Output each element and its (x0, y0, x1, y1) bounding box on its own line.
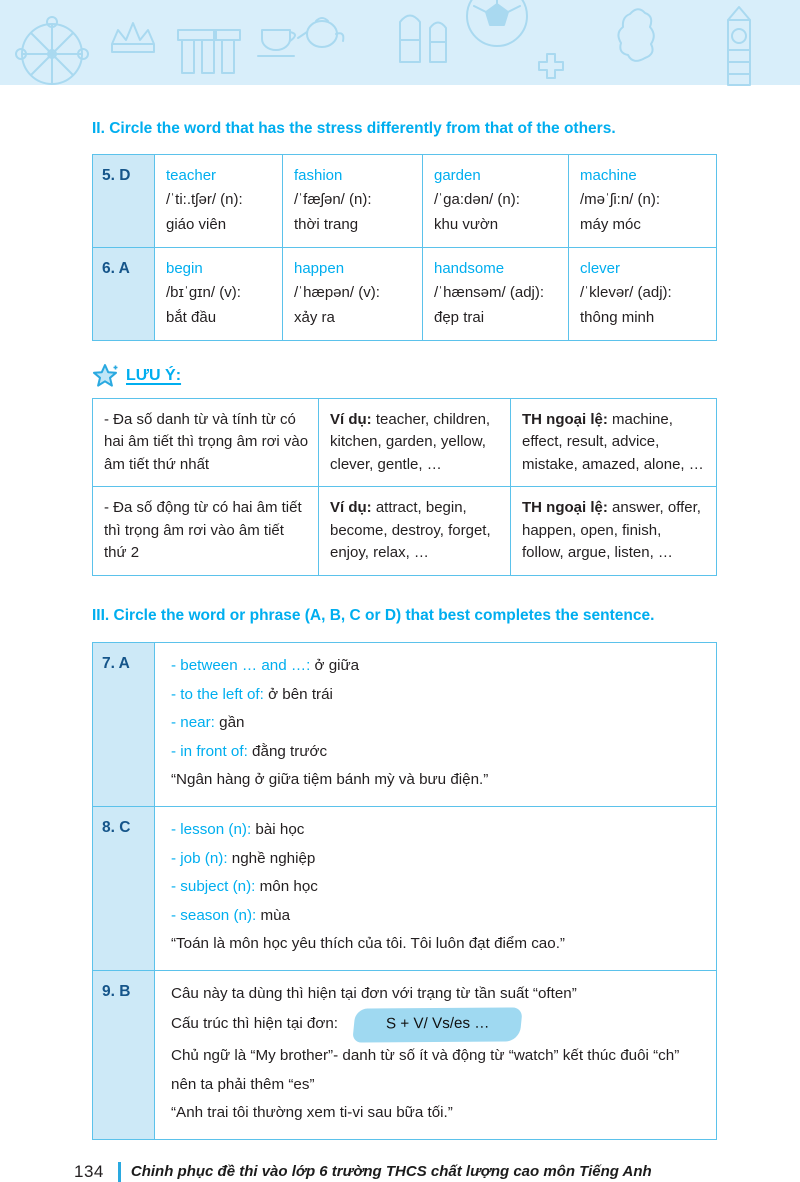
ferris-wheel-icon (16, 17, 88, 84)
word-cell (423, 155, 569, 248)
word-cell (423, 248, 569, 341)
translated-sentence: “Anh trai tôi thường xem ti-vi sau bữa tối.” (171, 1104, 453, 1122)
stonehenge-icon (178, 30, 240, 73)
vietnamese-meaning: thời trang (294, 215, 359, 233)
answer-cell (93, 155, 155, 248)
vocab-line: - lesson (n): bài học (171, 820, 305, 838)
table-row (93, 248, 717, 341)
soccer-ball-icon (467, 0, 527, 46)
uk-map-icon (618, 9, 653, 61)
exception-cell (511, 398, 717, 487)
formula-highlight: S + V/ Vs/es … (352, 1008, 523, 1043)
example-label: Ví dụ: (330, 410, 372, 428)
section3-heading: III. Circle the word or phrase (A, B, C or D) that best completes the sentence. (92, 606, 655, 624)
example-text: teacher, children, kitchen, garden, yellow, clever, gentle, … (330, 410, 491, 473)
exception-text: machine, effect, result, advice, mistake, amazed, alone, … (522, 410, 704, 473)
pronunciation: /ˈklevər/ (adj): (580, 284, 672, 302)
explanation-line: Chủ ngữ là “My brother”- danh từ số ít và động từ “watch” kết thúc đuôi “ch” nên ta phải thêm “es” (171, 1047, 680, 1093)
footer-divider (118, 1162, 121, 1182)
vocab-line: - season (n): mùa (171, 906, 291, 924)
vietnamese-meaning: đẹp trai (434, 308, 485, 326)
pronunciation: /ˈhænsəm/ (adj): (434, 284, 545, 302)
translated-sentence: “Toán là môn học yêu thích của tôi. Tôi luôn đạt điểm cao.” (171, 935, 565, 953)
exception-cell (511, 487, 717, 576)
answer-cell (93, 248, 155, 341)
stress-rule-table (92, 398, 717, 576)
answer-label: 6. A (102, 260, 130, 278)
pronunciation: /məˈʃi:n/ (n): (580, 191, 661, 209)
english-word: happen (294, 260, 345, 278)
answer-cell (93, 806, 155, 970)
vietnamese-meaning: xảy ra (294, 308, 335, 326)
answer-cell (93, 970, 155, 1139)
table-row (93, 487, 717, 576)
example-text: attract, begin, become, destroy, forget, enjoy, relax, … (330, 499, 491, 562)
explanation-cell (155, 643, 717, 807)
vocab-line: - in front of: đằng trước (171, 742, 328, 760)
explanation-cell (155, 806, 717, 970)
english-word: clever (580, 260, 621, 278)
completion-answer-table (92, 642, 717, 1140)
header-doodles-illustration (0, 0, 800, 85)
rule-cell: - Đa số danh từ và tính từ có hai âm tiết thì trọng âm rơi vào âm tiết thứ nhất (93, 398, 319, 487)
pronunciation: /ˈga:dən/ (n): (434, 191, 520, 209)
english-word: handsome (434, 260, 505, 278)
stress-answer-table (92, 154, 717, 341)
table-row (93, 398, 717, 487)
grinder-icons (400, 16, 446, 63)
word-cell (283, 155, 423, 248)
crown-icon (112, 23, 154, 52)
teapot-icon (298, 18, 343, 47)
example-cell (319, 398, 511, 487)
page-content (0, 119, 800, 1140)
formula-line (171, 1008, 704, 1042)
formula-label: Cấu trúc thì hiện tại đơn: (171, 1015, 338, 1033)
page-footer (0, 1162, 800, 1182)
word-cell (569, 155, 717, 248)
english-word: begin (166, 260, 203, 278)
answer-label: 8. C (102, 818, 131, 836)
english-word: machine (580, 167, 637, 185)
vocab-line: - to the left of: ở bên trái (171, 685, 333, 703)
explanation-cell (155, 970, 717, 1139)
answer-cell (93, 643, 155, 807)
page-number: 134 (74, 1161, 104, 1181)
table-row (93, 643, 717, 807)
explanation-line: Câu này ta dùng thì hiện tại đơn với trạng từ tần suất “often” (171, 984, 577, 1002)
vietnamese-meaning: bắt đầu (166, 308, 217, 326)
vocab-line: - job (n): nghề nghiệp (171, 849, 316, 867)
book-title: Chinh phục đề thi vào lớp 6 trường THCS chất lượng cao môn Tiếng Anh (130, 1163, 652, 1181)
table-row (93, 806, 717, 970)
header-band (0, 0, 800, 85)
note-label: LƯU Ý: (126, 366, 182, 384)
vietnamese-meaning: máy móc (580, 215, 641, 233)
example-label: Ví dụ: (330, 499, 372, 517)
word-cell (569, 248, 717, 341)
word-cell (155, 248, 283, 341)
vocab-line: - near: gần (171, 714, 245, 732)
pronunciation: /ˈti:.tʃər/ (n): (166, 191, 243, 209)
english-word: garden (434, 167, 481, 185)
example-cell (319, 487, 511, 576)
star-icon (92, 363, 119, 389)
table-row (93, 970, 717, 1139)
english-word: teacher (166, 167, 217, 185)
vietnamese-meaning: giáo viên (166, 215, 227, 233)
answer-label: 5. D (102, 167, 131, 185)
exception-text: answer, offer, happen, open, finish, follow, argue, listen, … (522, 499, 701, 562)
big-ben-icon (728, 7, 750, 85)
pronunciation: /ˈhæpən/ (v): (294, 284, 380, 302)
cross-icon (539, 54, 563, 78)
section2-heading: II. Circle the word that has the stress differently from that of the others. (92, 120, 616, 137)
note-header (92, 363, 716, 389)
exception-label: TH ngoại lệ: (522, 410, 608, 428)
pronunciation: /bɪˈgɪn/ (v): (166, 284, 241, 302)
answer-label: 7. A (102, 655, 130, 673)
word-cell (155, 155, 283, 248)
vocab-line: - subject (n): môn học (171, 878, 318, 896)
translated-sentence: “Ngân hàng ở giữa tiệm bánh mỳ và bưu điện.” (171, 771, 489, 789)
word-cell (283, 248, 423, 341)
english-word: fashion (294, 167, 343, 185)
exception-label: TH ngoại lệ: (522, 499, 608, 517)
teacup-icon (258, 30, 295, 56)
vietnamese-meaning: khu vườn (434, 215, 499, 233)
table-row (93, 155, 717, 248)
answer-label: 9. B (102, 982, 131, 1000)
rule-cell: - Đa số động từ có hai âm tiết thì trọng âm rơi vào âm tiết thứ 2 (93, 487, 319, 576)
vietnamese-meaning: thông minh (580, 308, 655, 326)
pronunciation: /ˈfæʃən/ (n): (294, 191, 372, 209)
vocab-line: - between … and …: ở giữa (171, 657, 360, 675)
